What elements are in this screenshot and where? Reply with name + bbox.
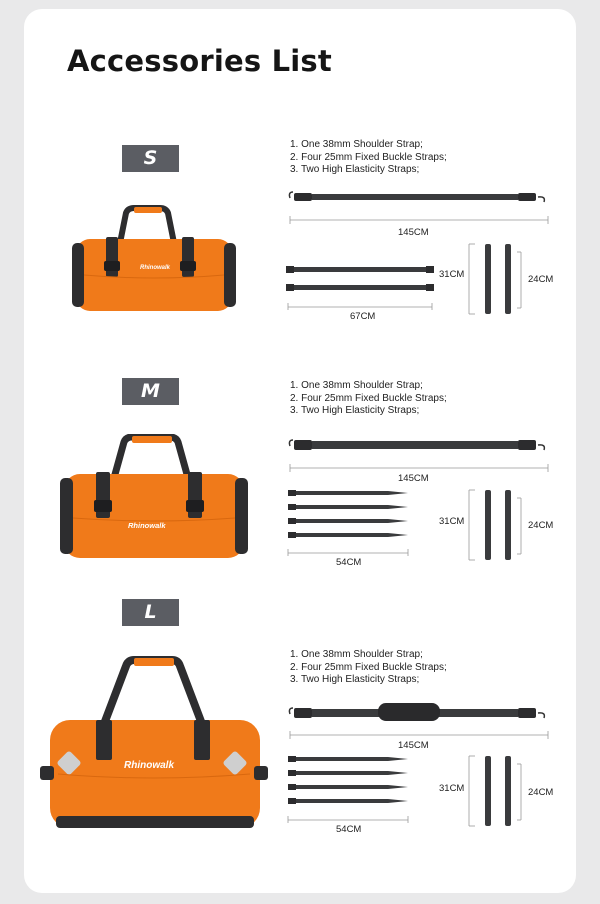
buckle-strap — [296, 771, 408, 775]
accessory-list-m — [290, 380, 447, 418]
accessory-list-l — [290, 649, 447, 687]
page-title: Accessories List — [67, 44, 332, 78]
buckle-strap — [296, 799, 408, 803]
shoulder-strap — [312, 194, 518, 200]
elastic-strap — [485, 490, 491, 560]
accessory-item: 2. Four 25mm Fixed Buckle Straps; — [290, 661, 447, 673]
size-badge-m: M — [122, 378, 179, 405]
size-badge-l: L — [122, 599, 179, 626]
buckle-height-label: 31CM — [439, 269, 465, 280]
accessories-diagram-l — [284, 700, 556, 840]
buckle-height-label: 31CM — [439, 783, 465, 794]
buckle-length-label: 67CM — [350, 311, 376, 322]
accessory-item: 1. One 38mm Shoulder Strap; — [290, 380, 423, 391]
accessory-item: 3. Two High Elasticity Straps; — [290, 674, 420, 685]
accessory-item: 1. One 38mm Shoulder Strap; — [290, 649, 423, 660]
elastic-strap — [485, 244, 491, 314]
accessory-item: 2. Four 25mm Fixed Buckle Straps; — [290, 151, 447, 163]
accessory-item: 2. Four 25mm Fixed Buckle Straps; — [290, 392, 447, 404]
buckle-strap — [296, 533, 408, 537]
buckle-strap — [296, 519, 408, 523]
accessories-diagram-s — [284, 186, 556, 326]
buckle-height-label: 31CM — [439, 516, 465, 527]
accessory-item: 1. One 38mm Shoulder Strap; — [290, 139, 423, 150]
accessory-list-s — [290, 139, 447, 177]
elastic-strap — [505, 244, 511, 314]
shoulder-strap — [312, 441, 518, 449]
buckle-length-label: 54CM — [336, 557, 362, 568]
size-badge-s: S — [122, 145, 179, 172]
shoulder-length-label: 145CM — [398, 740, 429, 751]
bag-image-l — [38, 656, 270, 832]
shoulder-length-label: 145CM — [398, 473, 429, 484]
buckle-strap — [294, 285, 426, 290]
bag-image-s — [70, 205, 238, 315]
accessory-item: 3. Two High Elasticity Straps; — [290, 164, 420, 175]
buckle-strap — [296, 757, 408, 761]
shoulder-pad — [378, 703, 440, 721]
elastic-length-label: 24CM — [528, 520, 554, 531]
accessory-item: 3. Two High Elasticity Straps; — [290, 405, 420, 416]
elastic-strap — [485, 756, 491, 826]
buckle-strap — [296, 785, 408, 789]
brand-logo-text: Rhinowalk — [124, 760, 175, 771]
elastic-strap — [505, 756, 511, 826]
elastic-length-label: 24CM — [528, 274, 554, 285]
brand-logo-text: Rhinowalk — [128, 521, 166, 530]
accessories-diagram-m — [284, 432, 556, 572]
elastic-length-label: 24CM — [528, 787, 554, 798]
shoulder-length-label: 145CM — [398, 227, 429, 238]
brand-logo-text: Rhinowalk — [140, 265, 171, 271]
bag-image-m — [58, 434, 250, 562]
buckle-strap — [296, 505, 408, 509]
elastic-strap — [505, 490, 511, 560]
buckle-length-label: 54CM — [336, 824, 362, 835]
buckle-strap — [294, 267, 426, 272]
buckle-strap — [296, 491, 408, 495]
